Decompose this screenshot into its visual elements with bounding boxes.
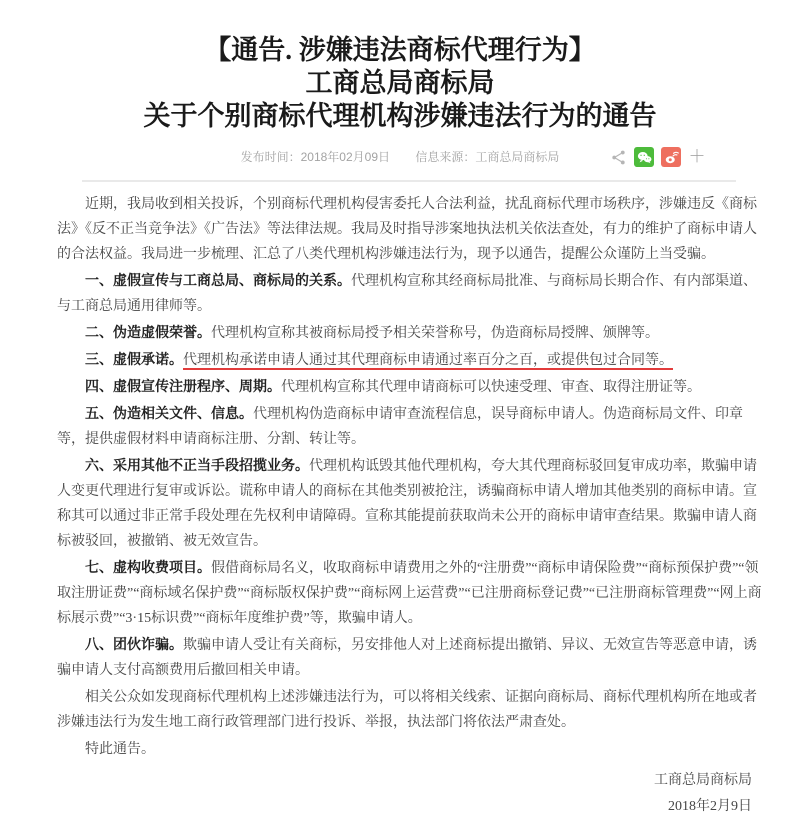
notice-item-paragraph <box>57 375 762 400</box>
red-underlined-text: 代理机构承诺申请人通过其代理商标申请通过率百分之百，或提供包过合同等。 <box>183 353 673 368</box>
publish-date: 发布时间：2018年02月09日 <box>240 150 391 164</box>
article-meta-bar <box>0 146 800 168</box>
signature-block <box>0 764 800 820</box>
article-body <box>0 182 800 762</box>
paragraph-text: 假借商标局名义，收取商标申请费用之外的“注册费”“商标申请保险费”“商标预保护费”“领取注册证费”“商标域名保护费”“商标版权保护费”“商标网上运营费”“已注册商标登记费”“已注册商标管理费”“网上商标展示费”“3·15标识费”“商标年度维护费”等，欺骗申请人。 <box>57 561 762 626</box>
title-line-3: 关于个别商标代理机构涉嫌违法行为的通告 <box>143 101 657 131</box>
title-line-2: 工商总局商标局 <box>305 68 495 98</box>
paragraph-text: 相关公众如发现商标代理机构上述涉嫌违法行为，可以将相关线索、证据向商标局、商标代理机构所在地或者涉嫌违法行为发生地工商行政管理部门进行投诉、举报，执法部门将依法严肃查处。 <box>57 690 757 730</box>
item-heading: 八、团伙诈骗。 <box>85 638 183 653</box>
item-heading: 七、虚构收费项目。 <box>85 561 211 576</box>
paragraph-text: 代理机构宣称其经商标局批准、与商标局长期合作、有内部渠道、与工商总局通用律师等。 <box>57 274 757 314</box>
share-icon[interactable] <box>609 148 627 166</box>
paragraph <box>57 685 762 735</box>
paragraph-text: 代理机构伪造商标申请审查流程信息，误导商标申请人。伪造商标局文件、印章等，提供虚假材料申请商标注册、分割、转让等。 <box>57 407 743 447</box>
notice-item-paragraph <box>57 633 762 683</box>
item-heading: 三、虚假承诺。 <box>85 353 183 368</box>
paragraph-text: 代理机构诋毁其他代理机构，夸大其代理商标驳回复审成功率，欺骗申请人变更代理进行复审或诉讼。谎称申请人的商标在其他类别被抢注，诱骗商标申请人增加其他类别的商标申请。宣称其可以通过非正常手段处理在先权利申请障碍。宣称其能提前获取尚未公开的商标申请审查结果。欺骗申请人商标被驳回，被撤销、被无效宣告。 <box>57 459 757 549</box>
paragraph-text: 代理机构宣称其代理申请商标可以快速受理、审查、取得注册证等。 <box>281 380 701 395</box>
wechat-icon[interactable] <box>634 147 654 167</box>
paragraph-text: 近期，我局收到相关投诉，个别商标代理机构侵害委托人合法利益，扰乱商标代理市场秩序，涉嫌违反《商标法》《反不正当竞争法》《广告法》等法律法规。我局及时指导涉案地执法机关依法查处，有力的维护了商标申请人的合法权益。我局进一步梳理、汇总了八类代理机构涉嫌违法行为，现予以通告，提醒公众谨防上当受骗。 <box>57 197 757 262</box>
paragraph-text: 代理机构宣称其被商标局授予相关荣誉称号，伪造商标局授牌、颁牌等。 <box>211 326 659 341</box>
page-title <box>0 34 800 133</box>
signature-date: 2018年2月9日 <box>668 799 752 814</box>
item-heading: 四、虚假宣传注册程序、周期。 <box>85 380 281 395</box>
item-heading: 五、伪造相关文件、信息。 <box>85 407 253 422</box>
title-line-1: 【通告. 涉嫌违法商标代理行为】 <box>204 35 596 65</box>
notice-item-paragraph <box>57 556 762 631</box>
notice-item-paragraph <box>57 454 762 554</box>
item-heading: 一、虚假宣传与工商总局、商标局的关系。 <box>85 274 351 289</box>
item-heading: 二、伪造虚假荣誉。 <box>85 326 211 341</box>
signature-name: 工商总局商标局 <box>654 773 752 788</box>
paragraph <box>57 192 762 267</box>
notice-item-paragraph <box>57 402 762 452</box>
paragraph-text: 欺骗申请人受让有关商标，另安排他人对上述商标提出撤销、异议、无效宣告等恶意申请，诱骗申请人支付高额费用后撤回相关申请。 <box>57 638 757 678</box>
notice-item-paragraph <box>57 269 762 319</box>
paragraph-text: 特此通告。 <box>85 742 155 757</box>
paragraph <box>57 737 762 762</box>
notice-item-paragraph <box>57 321 762 346</box>
item-heading: 六、采用其他不正当手段招揽业务。 <box>85 459 309 474</box>
more-share-icon[interactable]: ＋ <box>688 147 706 166</box>
share-toolbar <box>609 147 706 167</box>
notice-item-paragraph <box>57 348 762 373</box>
info-source: 信息来源：工商总局商标局 <box>415 150 560 164</box>
weibo-icon[interactable] <box>661 147 681 167</box>
article-header <box>0 0 800 182</box>
